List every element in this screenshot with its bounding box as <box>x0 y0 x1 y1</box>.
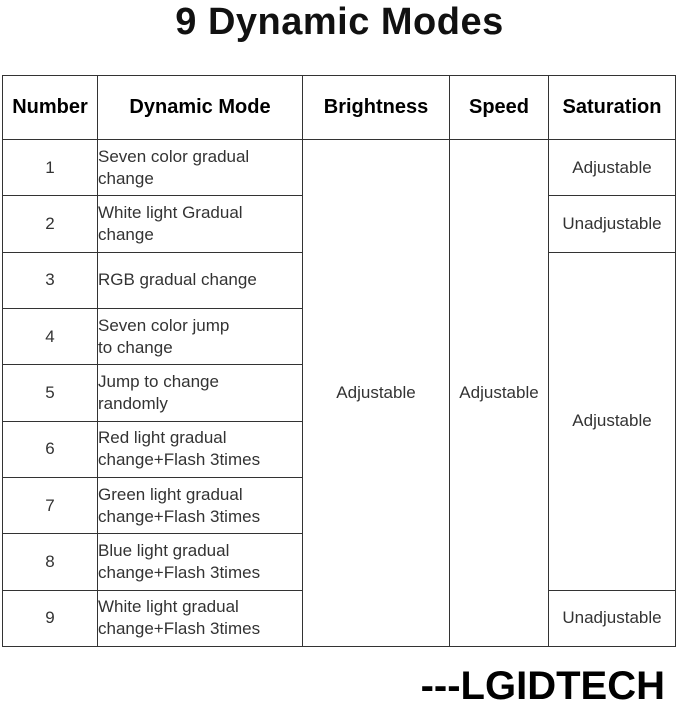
mode-line: Green light gradual <box>98 484 243 504</box>
saturation-value: Adjustable <box>549 252 676 590</box>
row-number: 5 <box>3 365 98 421</box>
mode-line: change <box>98 224 154 244</box>
row-mode <box>98 590 303 646</box>
header-dynamic-mode: Dynamic Mode <box>98 76 303 140</box>
speed-value: Adjustable <box>450 140 549 647</box>
mode-line: change <box>98 168 154 188</box>
row-number: 9 <box>3 590 98 646</box>
table-header-row <box>3 76 676 140</box>
dynamic-modes-table <box>2 75 676 647</box>
row-mode <box>98 196 303 252</box>
row-mode <box>98 252 303 308</box>
saturation-value: Unadjustable <box>549 590 676 646</box>
mode-line: change+Flash 3times <box>98 562 261 582</box>
table-row <box>3 140 676 196</box>
row-number: 1 <box>3 140 98 196</box>
row-number: 2 <box>3 196 98 252</box>
mode-line: Seven color jump <box>98 315 230 335</box>
saturation-value: Adjustable <box>549 140 676 196</box>
mode-line: Seven color gradual <box>98 146 250 166</box>
row-mode <box>98 365 303 421</box>
header-brightness: Brightness <box>303 76 450 140</box>
mode-line: randomly <box>98 393 168 413</box>
mode-line: change+Flash 3times <box>98 450 261 470</box>
row-number: 3 <box>3 252 98 308</box>
row-mode <box>98 477 303 533</box>
row-number: 8 <box>3 534 98 590</box>
mode-line: White light Gradual <box>98 202 243 222</box>
row-number: 7 <box>3 477 98 533</box>
brightness-value: Adjustable <box>303 140 450 647</box>
header-saturation: Saturation <box>549 76 676 140</box>
header-number: Number <box>3 76 98 140</box>
mode-line: Blue light gradual <box>98 540 230 560</box>
mode-line: White light gradual <box>98 597 239 617</box>
mode-line: Jump to change <box>98 371 219 391</box>
row-mode <box>98 308 303 364</box>
brand-name: ---LGIDTECH <box>420 664 665 708</box>
mode-line: Red light gradual <box>98 428 227 448</box>
mode-line: change+Flash 3times <box>98 506 261 526</box>
mode-line: to change <box>98 337 173 357</box>
row-mode <box>98 534 303 590</box>
mode-line: RGB gradual change <box>98 270 257 290</box>
page-title: 9 Dynamic Modes <box>175 1 504 43</box>
header-speed: Speed <box>450 76 549 140</box>
row-number: 4 <box>3 308 98 364</box>
saturation-value: Unadjustable <box>549 196 676 252</box>
row-mode <box>98 421 303 477</box>
row-mode <box>98 140 303 196</box>
mode-line: change+Flash 3times <box>98 619 261 639</box>
row-number: 6 <box>3 421 98 477</box>
